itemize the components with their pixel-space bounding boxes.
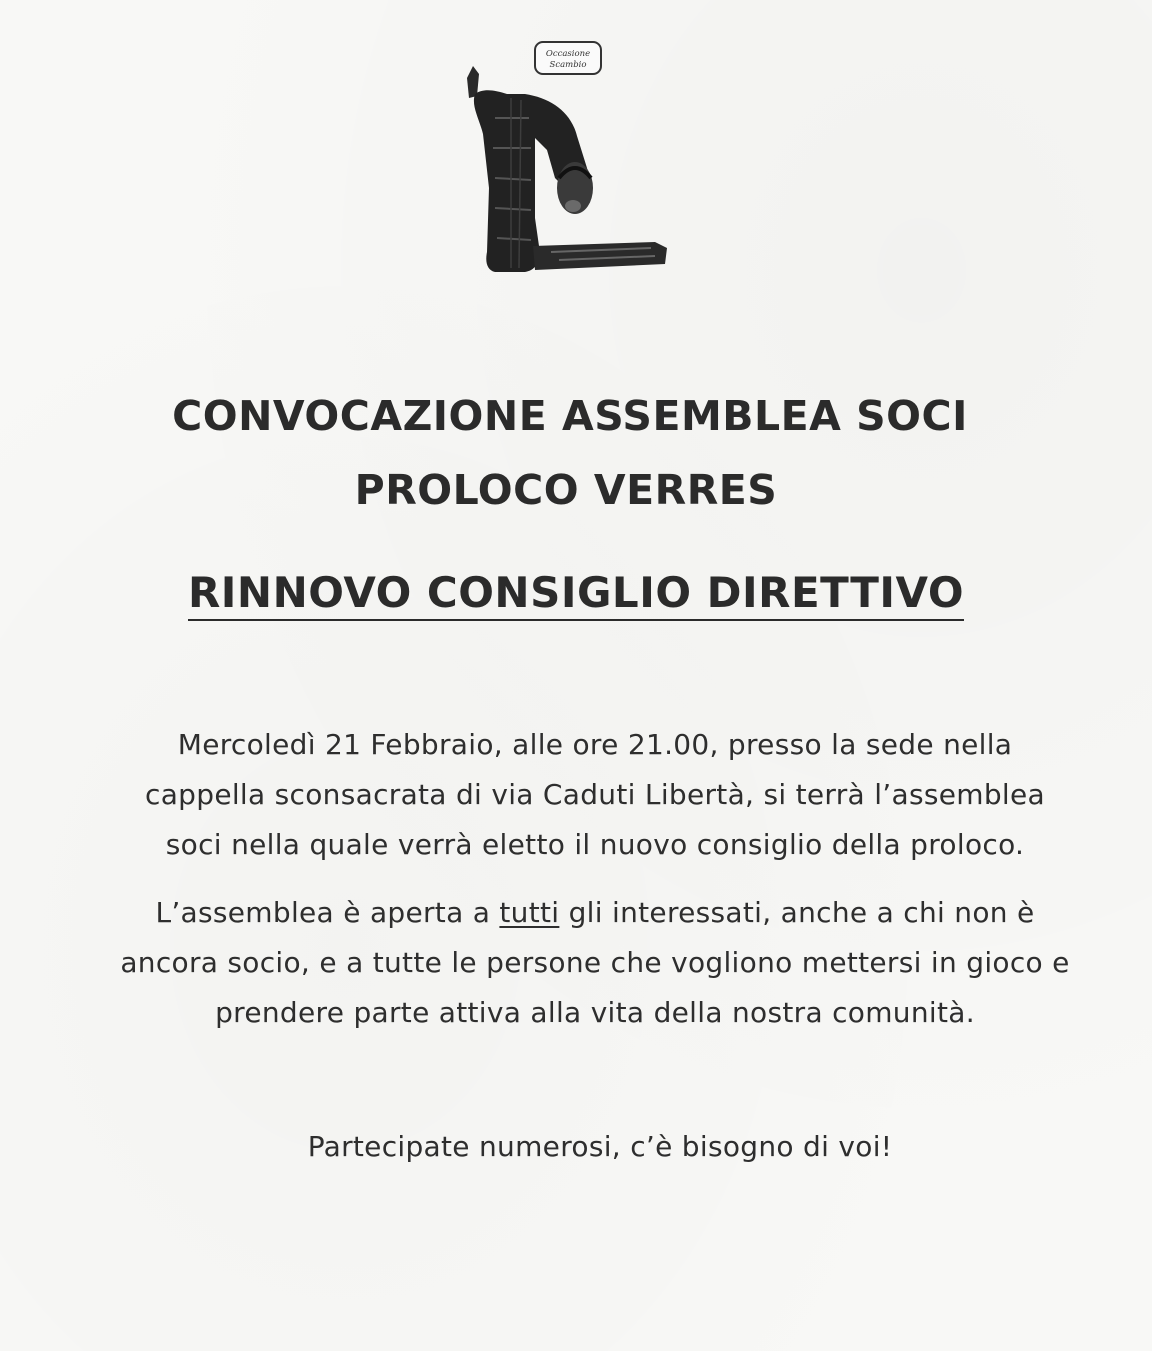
subheading [0,568,1152,618]
closing-line: Partecipate numerosi, c’è bisogno di voi! [307,1130,893,1163]
paragraph-2-line-3: prendere parte attiva alla vita della nostra comunità. [215,996,975,1029]
heading-line-2: PROLOCO VERRES [354,466,778,514]
paragraph-1-line-1: Mercoledì 21 Febbraio, alle ore 21.00, presso la sede nella [177,728,1013,761]
paragraph-1-line-3: soci nella quale verrà eletto il nuovo consiglio della proloco. [165,828,1025,861]
paragraph-2-line-1-after: gli interessati, anche a chi non è [559,896,1035,929]
heading-line-1: CONVOCAZIONE ASSEMBLEA SOCI [172,392,968,440]
logo-badge [535,42,601,74]
subheading-text: RINNOVO CONSIGLIO DIRETTIVO [188,568,964,621]
paragraph-2-line-2: ancora socio, e a tutte le persone che vogliono mettersi in gioco e [120,946,1070,979]
paragraph-2-line-1-before: L’assemblea è aperta a [155,896,500,929]
svg-text:Scambio: Scambio [549,60,587,70]
svg-text:Occasione: Occasione [545,49,591,59]
paragraph-announcement [100,720,1090,870]
paragraph-2-emphasis: tutti [499,896,560,929]
paragraph-invitation [100,888,1090,1038]
paragraph-1-line-2: cappella sconsacrata di via Caduti Libertà, si terrà l’assemblea [145,778,1045,811]
proloco-logo [455,38,680,278]
